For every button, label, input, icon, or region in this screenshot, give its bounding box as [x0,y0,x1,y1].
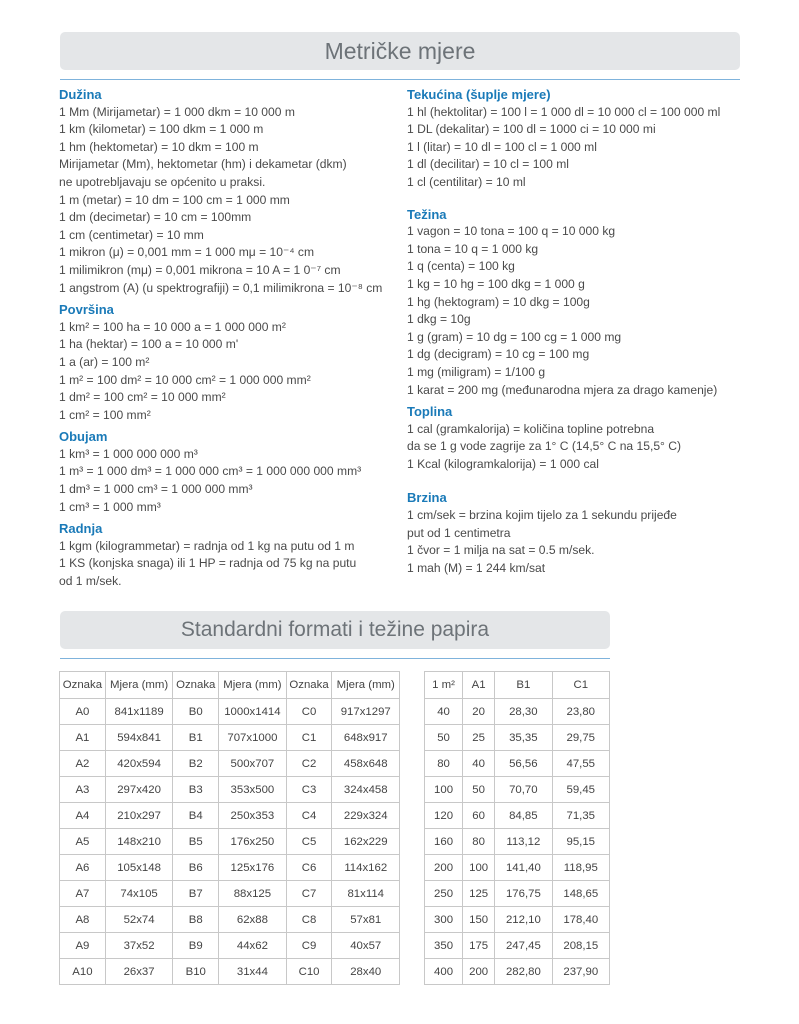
table-cell: 648x917 [332,725,400,751]
table-cell: 74x105 [105,881,172,907]
table-cell: 162x229 [332,829,400,855]
table-cell: C6 [286,855,332,881]
section-right_sections-0 [407,86,747,192]
table-cell: 81x114 [332,881,400,907]
section-left_sections-3 [59,520,389,590]
paper-formats-banner [60,611,610,649]
table-cell: A3 [60,777,106,803]
section-title: Toplina [407,404,453,420]
table-cell: 917x1297 [332,699,400,725]
measure-line: 1 a (ar) = 100 m² [59,354,150,369]
measure-line: 1 kgm (kilogrammetar) = radnja od 1 kg na putu od 1 m [59,538,355,553]
banner-underline [60,79,740,80]
table-cell: 120 [425,803,463,829]
table-cell: 31x44 [219,959,286,985]
left-column [59,86,389,591]
table-row [425,725,610,751]
table-cell: C2 [286,751,332,777]
section-title: Težina [407,206,447,222]
section-title: Brzina [407,490,447,506]
section-left_sections-0 [59,86,389,297]
section-right_sections-1 [407,206,747,400]
table-row [60,699,400,725]
section-left_sections-2 [59,428,389,516]
table-cell: B2 [173,751,219,777]
section-title: Površina [59,302,114,318]
table-cell: C7 [286,881,332,907]
table-cell: 88x125 [219,881,286,907]
table-cell: 178,40 [552,907,609,933]
table-row [425,751,610,777]
table-cell: 52x74 [105,907,172,933]
table-cell: 50 [463,777,495,803]
measure-line: 1 mg (miligram) = 1/100 g [407,364,546,379]
table-cell: 250x353 [219,803,286,829]
table-cell: B0 [173,699,219,725]
table-row [60,855,400,881]
table-cell: A9 [60,933,106,959]
table-cell: 59,45 [552,777,609,803]
table-cell: 350 [425,933,463,959]
table-cell: B5 [173,829,219,855]
table-cell: 71,35 [552,803,609,829]
table-cell: 297x420 [105,777,172,803]
table-row [60,829,400,855]
table-cell: C0 [286,699,332,725]
table-cell: 200 [463,959,495,985]
table-cell: A1 [60,725,106,751]
measure-line: 1 g (gram) = 10 dg = 100 cg = 1 000 mg [407,329,622,344]
section-right_sections-2 [407,403,747,473]
measure-line: 1 karat = 200 mg (međunarodna mjera za drago kamenje) [407,382,718,397]
measure-line: 1 čvor = 1 milja na sat = 0.5 m/sek. [407,543,595,558]
measure-line: 1 cal (gramkalorija) = količina topline potrebna [407,421,655,436]
table-cell: B7 [173,881,219,907]
measure-line: 1 mikron (μ) = 0,001 mm = 1 000 mμ = 10⁻⁴ cm [59,245,315,260]
table-cell: 250 [425,881,463,907]
table-cell: 105x148 [105,855,172,881]
table-header-cell: Oznaka [286,672,332,699]
table-row [60,803,400,829]
table-cell: 282,80 [495,959,552,985]
table-cell: 148x210 [105,829,172,855]
measure-line: 1 ha (hektar) = 100 a = 10 000 m' [59,337,239,352]
measure-line: ne upotrebljavaju se općenito u praksi. [59,174,266,189]
table-cell: 95,15 [552,829,609,855]
paper-formats-title: Standardni formati i težine papira [180,618,490,641]
measure-line: 1 km (kilometar) = 100 dkm = 1 000 m [59,122,264,137]
table-cell: C10 [286,959,332,985]
table-cell: 100 [463,855,495,881]
banner-underline [60,658,610,659]
measure-line: 1 Kcal (kilogramkalorija) = 1 000 cal [407,456,599,471]
table-row [425,699,610,725]
measure-line: 1 mah (M) = 1 244 km/sat [407,560,546,575]
table-row [60,907,400,933]
table-cell: A2 [60,751,106,777]
table-header-cell: A1 [463,672,495,699]
measure-line: 1 KS (konjska snaga) ili 1 HP = radnja od 75 kg na putu [59,556,357,571]
table-row [425,959,610,985]
table-cell: 237,90 [552,959,609,985]
table-cell: C5 [286,829,332,855]
table-cell: 141,40 [495,855,552,881]
table-cell: A6 [60,855,106,881]
table-cell: 125 [463,881,495,907]
table-cell: 594x841 [105,725,172,751]
table-cell: A5 [60,829,106,855]
measure-line: put od 1 centimetra [407,525,511,540]
table-row [425,933,610,959]
table-cell: A8 [60,907,106,933]
table-cell: C1 [286,725,332,751]
measure-line: 1 angstrom (A) (u spektrografiji) = 0,1 milimikrona = 10⁻⁸ cm [59,280,383,295]
table-cell: 62x88 [219,907,286,933]
measure-line: 1 dm (decimetar) = 10 cm = 100mm [59,210,252,225]
metric-measures-title: Metričke mjere [324,38,476,64]
table-cell: A7 [60,881,106,907]
measure-line: 1 milimikron (mμ) = 0,001 mikrona = 10 A = 1 0⁻⁷ cm [59,262,341,277]
table-row [60,959,400,985]
measure-line: 1 l (litar) = 10 dl = 100 cl = 1 000 ml [407,139,597,154]
measure-line: 1 cm/sek = brzina kojim tijelo za 1 sekundu prijeđe [407,508,677,523]
table-row [425,829,610,855]
table-cell: 40 [463,751,495,777]
table-cell: 400 [425,959,463,985]
table-cell: 37x52 [105,933,172,959]
table-cell: 247,45 [495,933,552,959]
table-cell: 229x324 [332,803,400,829]
table-cell: 80 [425,751,463,777]
section-right_sections-3 [407,489,747,577]
measure-line: od 1 m/sek. [59,574,122,589]
measure-line: 1 m² = 100 dm² = 10 000 cm² = 1 000 000 mm² [59,372,311,387]
table-row [60,881,400,907]
table-cell: B4 [173,803,219,829]
table-cell: B8 [173,907,219,933]
measure-line: 1 cm³ = 1 000 mm³ [59,499,161,514]
table-cell: 50 [425,725,463,751]
table-cell: 707x1000 [219,725,286,751]
table-cell: 35,35 [495,725,552,751]
table-cell: 70,70 [495,777,552,803]
table-cell: 200 [425,855,463,881]
table-row [425,803,610,829]
section-left_sections-1 [59,301,389,424]
table-cell: 175 [463,933,495,959]
measure-line: 1 dl (decilitar) = 10 cl = 100 ml [407,157,569,172]
table-row [425,907,610,933]
table-cell: 148,65 [552,881,609,907]
table-cell: 841x1189 [105,699,172,725]
table-cell: 84,85 [495,803,552,829]
measure-line: 1 kg = 10 hg = 100 dkg = 1 000 g [407,276,585,291]
table-cell: B1 [173,725,219,751]
table-cell: 29,75 [552,725,609,751]
measure-line: 1 vagon = 10 tona = 100 q = 10 000 kg [407,224,616,239]
table-cell: 208,15 [552,933,609,959]
table-cell: C4 [286,803,332,829]
measure-line: da se 1 g vode zagrije za 1° C (14,5° C na 15,5° C) [407,439,681,454]
section-title: Dužina [59,87,102,102]
table-header-cell: C1 [552,672,609,699]
table-cell: 150 [463,907,495,933]
table-cell: 125x176 [219,855,286,881]
table-cell: 500x707 [219,751,286,777]
table-cell: 210x297 [105,803,172,829]
table-cell: C3 [286,777,332,803]
measure-line: 1 dg (decigram) = 10 cg = 100 mg [407,347,590,362]
table-row [60,751,400,777]
table-header-row [60,672,400,699]
measure-line: 1 hl (hektolitar) = 100 l = 1 000 dl = 10 000 cl = 100 000 ml [407,104,721,119]
table-cell: 458x648 [332,751,400,777]
measure-line: 1 Mm (Mirijametar) = 1 000 dkm = 10 000 m [59,104,295,119]
table-cell: 60 [463,803,495,829]
section-title: Obujam [59,429,108,445]
table-cell: 160 [425,829,463,855]
measure-line: 1 km² = 100 ha = 10 000 a = 1 000 000 m² [59,319,286,334]
measure-line: 1 dkg = 10g [407,312,471,327]
measure-line: 1 dm³ = 1 000 cm³ = 1 000 000 mm³ [59,482,253,497]
section-title: Radnja [59,521,103,537]
table-header-row [425,672,610,699]
table-cell: 28,30 [495,699,552,725]
table-cell: 40 [425,699,463,725]
table-header-cell: 1 m² [425,672,463,699]
measure-line: 1 cm² = 100 mm² [59,407,151,422]
table-header-cell: Mjera (mm) [105,672,172,699]
table-row [60,777,400,803]
table-cell: 56,56 [495,751,552,777]
measure-line: 1 q (centa) = 100 kg [407,259,515,274]
table-row [425,855,610,881]
measure-line: 1 dm² = 100 cm² = 10 000 mm² [59,390,226,405]
table-cell: 100 [425,777,463,803]
table-cell: 324x458 [332,777,400,803]
table-cell: 57x81 [332,907,400,933]
table-header-cell: Mjera (mm) [332,672,400,699]
table-cell: 47,55 [552,751,609,777]
table-cell: A0 [60,699,106,725]
table-row [60,933,400,959]
table-cell: A10 [60,959,106,985]
table-cell: B3 [173,777,219,803]
measure-line: 1 cl (centilitar) = 10 ml [407,174,526,189]
measure-line: 1 m³ = 1 000 dm³ = 1 000 000 cm³ = 1 000 000 000 mm³ [59,464,362,479]
table-cell: A4 [60,803,106,829]
table-cell: 20 [463,699,495,725]
table-cell: 40x57 [332,933,400,959]
table-cell: 353x500 [219,777,286,803]
measure-line: 1 km³ = 1 000 000 000 m³ [59,446,198,461]
table-cell: C8 [286,907,332,933]
right-column [407,86,747,577]
paper-formats-table [59,671,400,985]
table-header-cell: B1 [495,672,552,699]
paper-weights-table [424,671,610,985]
table-cell: 1000x1414 [219,699,286,725]
section-title: Tekućina (šuplje mjere) [407,87,551,102]
table-cell: B9 [173,933,219,959]
table-cell: C9 [286,933,332,959]
measure-line: 1 m (metar) = 10 dm = 100 cm = 1 000 mm [59,192,290,207]
table-row [425,777,610,803]
table-row [425,881,610,907]
table-cell: 26x37 [105,959,172,985]
measure-line: Mirijametar (Mm), hektometar (hm) i dekametar (dkm) [59,157,347,172]
table-cell: 300 [425,907,463,933]
table-cell: 212,10 [495,907,552,933]
measure-line: 1 hg (hektogram) = 10 dkg = 100g [407,294,590,309]
table-cell: 176x250 [219,829,286,855]
table-row [60,725,400,751]
table-cell: B10 [173,959,219,985]
table-header-cell: Oznaka [173,672,219,699]
table-cell: 28x40 [332,959,400,985]
table-cell: 44x62 [219,933,286,959]
table-cell: 23,80 [552,699,609,725]
table-cell: 118,95 [552,855,609,881]
table-header-cell: Oznaka [60,672,106,699]
table-cell: 114x162 [332,855,400,881]
table-cell: B6 [173,855,219,881]
measure-line: 1 hm (hektometar) = 10 dkm = 100 m [59,139,259,154]
measure-line: 1 tona = 10 q = 1 000 kg [407,241,539,256]
measure-line: 1 cm (centimetar) = 10 mm [59,227,204,242]
table-cell: 420x594 [105,751,172,777]
table-header-cell: Mjera (mm) [219,672,286,699]
table-cell: 25 [463,725,495,751]
table-cell: 80 [463,829,495,855]
table-cell: 113,12 [495,829,552,855]
table-cell: 176,75 [495,881,552,907]
metric-measures-banner [60,32,740,70]
measure-line: 1 DL (dekalitar) = 100 dl = 1000 ci = 10 000 mi [407,122,656,137]
